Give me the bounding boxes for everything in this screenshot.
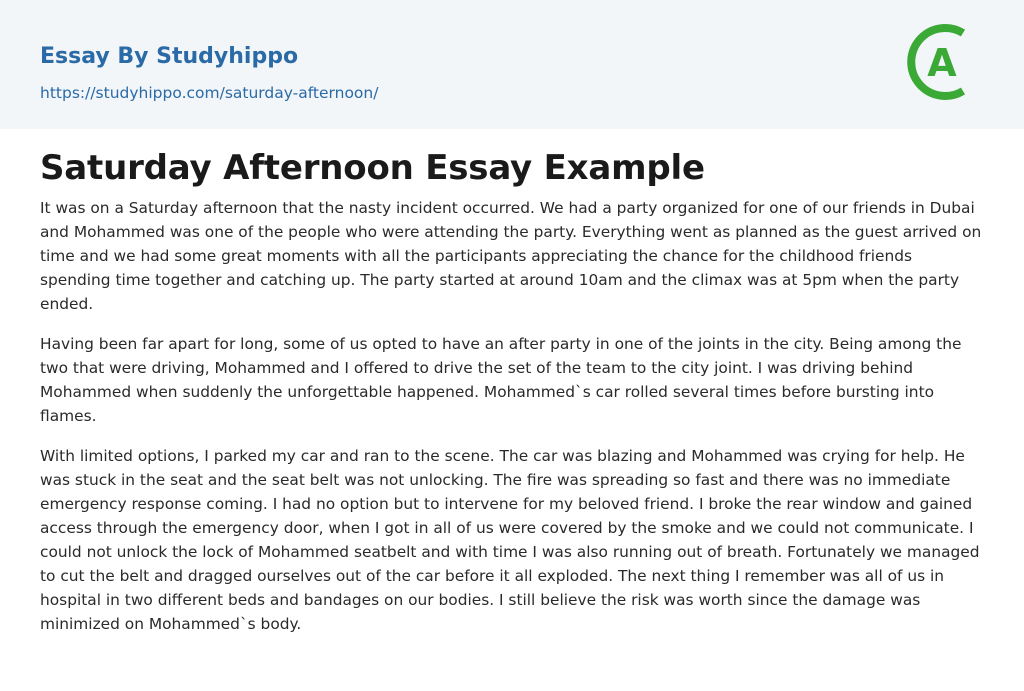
logo-letter: A xyxy=(927,41,957,85)
article-paragraph: It was on a Saturday afternoon that the nasty incident occurred. We had a party organized for one of our friends in Dubai and Mohammed was one of the people who were attending the party. Everything went as planned as the guest arrived on time and we had some great moments with all the participants appreciating the chance for the childhood friends spending time together and catching up. The party started at around 10am and the climax was at 5pm when the party ended. xyxy=(40,199,982,313)
source-url-link[interactable]: https://studyhippo.com/saturday-afternoon/ xyxy=(40,84,379,102)
article xyxy=(0,146,1024,636)
article-paragraph: Having been far apart for long, some of us opted to have an after party in one of the joints in the city. Being among the two that were driving, Mohammed and I offered to drive the set of the team to the city joint. I was driving behind Mohammed when suddenly the unforgettable happened. Mohammed`s car rolled several times before bursting into flames. xyxy=(40,335,962,425)
studyhippo-logo-icon[interactable] xyxy=(900,20,984,104)
article-title: Saturday Afternoon Essay Example xyxy=(40,148,705,188)
article-paragraph: With limited options, I parked my car and ran to the scene. The car was blazing and Mohammed was crying for help. He was stuck in the seat and the seat belt was not unlocking. The fire was spreading so fast and there was no immediate emergency response coming. I had no option but to intervene for my beloved friend. I broke the rear window and gained access through the emergency door, when I got in all of us were covered by the smoke and we could not communicate. I could not unlock the lock of Mohammed seatbelt and with time I was also running out of breath. Fortunately we managed to cut the belt and dragged ourselves out of the car before it all exploded. The next thing I remember was all of us in hospital in two different beds and bandages on our bodies. I still believe the risk was worth since the damage was minimized on Mohammed`s body. xyxy=(40,447,980,633)
site-title[interactable]: Essay By Studyhippo xyxy=(40,44,299,69)
site-header xyxy=(0,0,1024,129)
